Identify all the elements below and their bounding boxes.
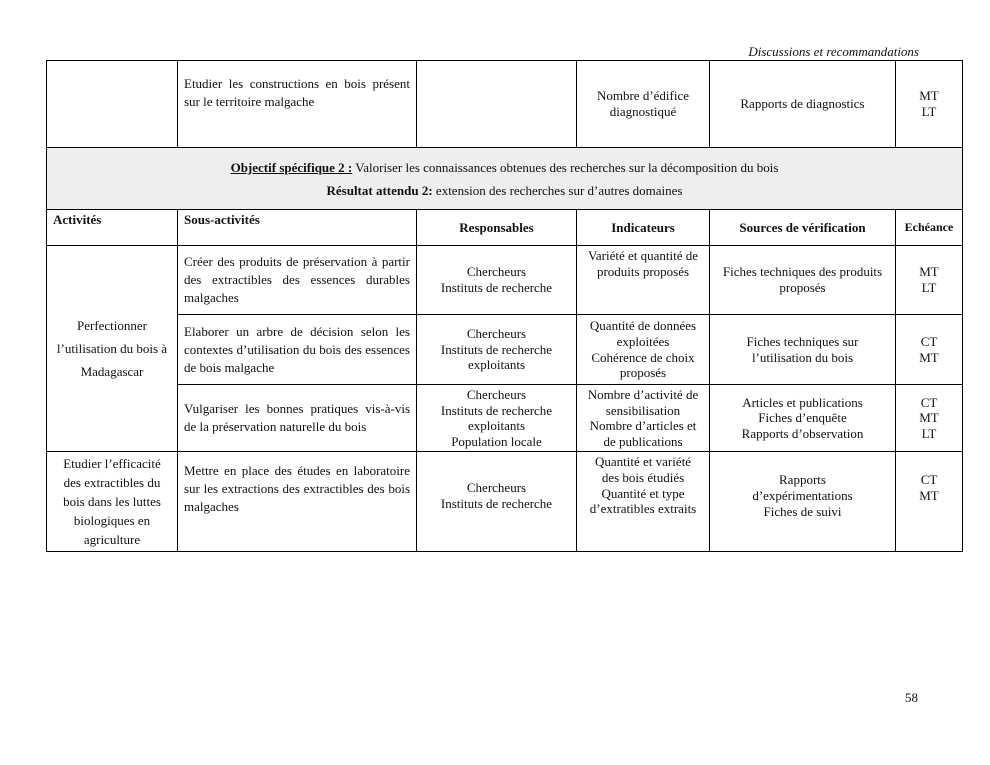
sub-activity-cell: Etudier les constructions en bois présent sur le territoire malgache xyxy=(178,61,417,148)
column-header: Responsables xyxy=(417,210,577,246)
action-plan-table xyxy=(46,60,963,552)
indicators-cell: Nombre d’édifice diagnostiqué xyxy=(577,61,710,148)
table-row xyxy=(47,246,963,315)
table-row xyxy=(47,315,963,385)
sub-activity-cell: Mettre en place des études en laboratoire sur les extractions des extractibles des bois malgaches xyxy=(178,452,417,552)
page-number: 58 xyxy=(905,690,918,705)
indicators-cell: Nombre d’activité de sensibilisation Nombre d’articles et de publications xyxy=(577,385,710,452)
deadline-cell: CT MT xyxy=(896,452,963,552)
table-row xyxy=(47,385,963,452)
column-header: Sources de vérification xyxy=(710,210,896,246)
header-row xyxy=(47,210,963,246)
sources-cell: Articles et publications Fiches d’enquête Rapports d’observation xyxy=(710,385,896,452)
table-row xyxy=(47,452,963,552)
objective-cell xyxy=(47,148,963,210)
column-header: Activités xyxy=(47,210,178,246)
objective-row xyxy=(47,148,963,210)
column-header: Echéance xyxy=(896,210,963,246)
sub-activity-cell: Créer des produits de préservation à partir des extractibles des essences durables malgaches xyxy=(178,246,417,315)
result-label: Résultat attendu 2: xyxy=(326,182,433,198)
responsables-cell: Chercheurs Instituts de recherche xyxy=(417,246,577,315)
responsables-cell xyxy=(417,61,577,148)
sources-cell: Fiches techniques des produits proposés xyxy=(710,246,896,315)
deadline-cell: MT LT xyxy=(896,61,963,148)
running-header: Discussions et recommandations xyxy=(748,44,919,59)
sources-cell: Rapports de diagnostics xyxy=(710,61,896,148)
sources-cell: Rapports d’expérimentations Fiches de suivi xyxy=(710,452,896,552)
sub-activity-cell: Elaborer un arbre de décision selon les contextes d’utilisation du bois des essences de bois malgache xyxy=(178,315,417,385)
deadline-cell: CT MT xyxy=(896,315,963,385)
deadline-cell: MT LT xyxy=(896,246,963,315)
activity-cell: Etudier l’efficacité des extractibles du bois dans les luttes biologiques en agriculture xyxy=(47,452,178,552)
activity-cell xyxy=(47,61,178,148)
result-text: extension des recherches sur d’autres domaines xyxy=(432,182,683,198)
indicators-cell: Quantité et variété des bois étudiés Quantité et type d’extratibles extraits xyxy=(577,452,710,552)
objective-label: Objectif spécifique 2 : xyxy=(230,159,353,175)
activity-cell: Perfectionner l’utilisation du bois à Madagascar xyxy=(47,246,178,452)
responsables-cell: Chercheurs Instituts de recherche exploitants Population locale xyxy=(417,385,577,452)
deadline-cell: CT MT LT xyxy=(896,385,963,452)
column-header: Sous-activités xyxy=(178,210,417,246)
sources-cell: Fiches techniques sur l’utilisation du bois xyxy=(710,315,896,385)
column-header: Indicateurs xyxy=(577,210,710,246)
indicators-cell: Variété et quantité de produits proposés xyxy=(577,246,710,315)
objective-text: Valoriser les connaissances obtenues des recherches sur la décomposition du bois xyxy=(352,159,779,175)
sub-activity-cell: Vulgariser les bonnes pratiques vis-à-vis de la préservation naturelle du bois xyxy=(178,385,417,452)
indicators-cell: Quantité de données exploitées Cohérence de choix proposés xyxy=(577,315,710,385)
responsables-cell: Chercheurs Instituts de recherche xyxy=(417,452,577,552)
responsables-cell: Chercheurs Instituts de recherche exploitants xyxy=(417,315,577,385)
table-row xyxy=(47,61,963,148)
